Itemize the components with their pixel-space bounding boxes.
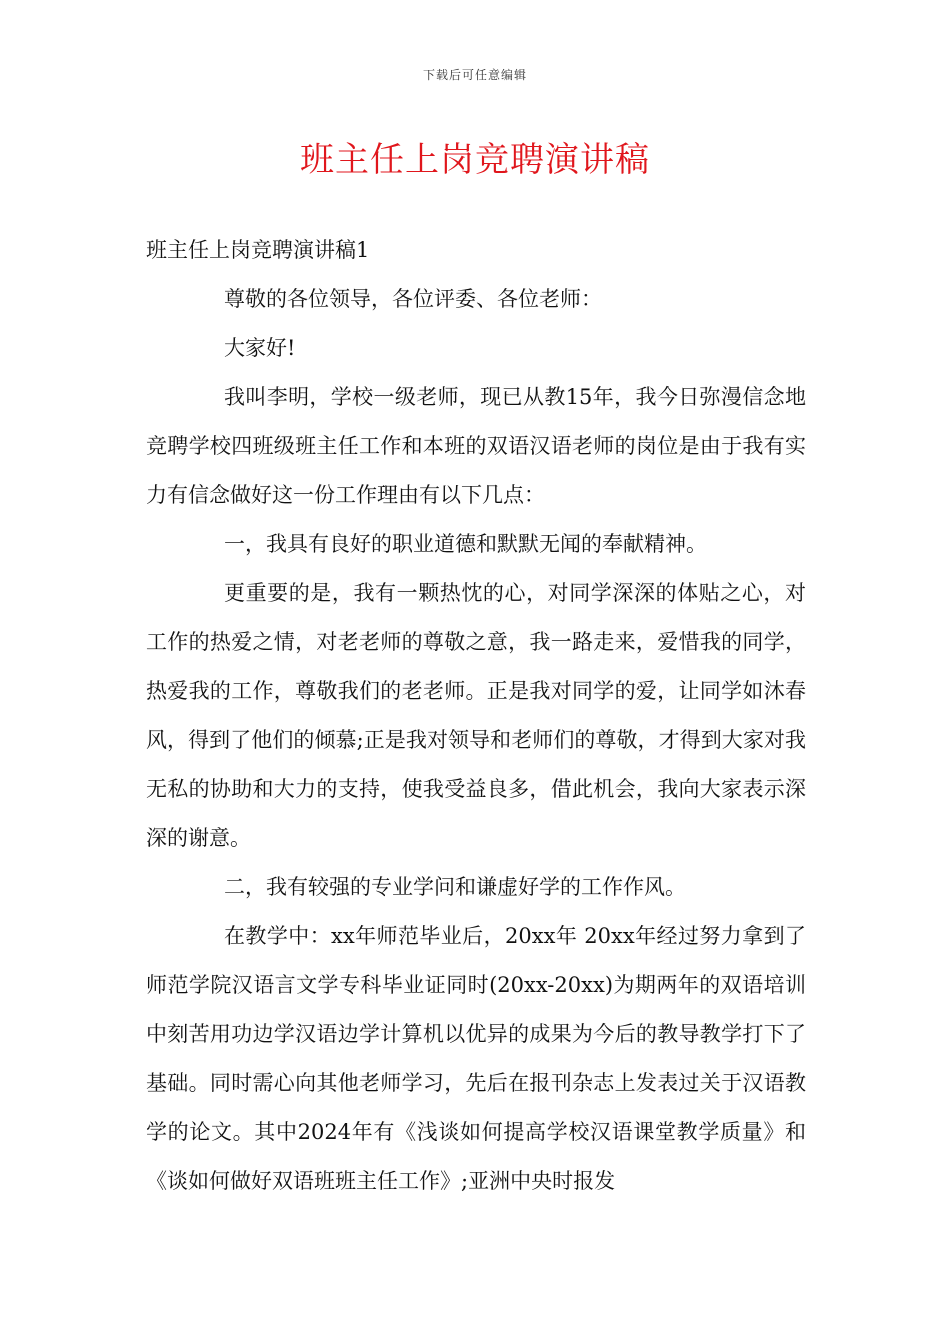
section-heading: 班主任上岗竞聘演讲稿1 [146,238,370,262]
paragraph-point-one: 一，我具有良好的职业道德和默默无闻的奉献精神。 [224,532,707,556]
document-body [146,226,806,1206]
paragraph-point-two-detail: 在教学中：xx年师范毕业后，20xx年 20xx年经过努力拿到了师范学院汉语言文学专科毕业证同时(20xx-20xx)为期两年的双语培训中刻苦用功边学汉语边学计算机以优异的成果为今后的教导教学打下了基础。同时需心向其他老师学习，先后在报刊杂志上发表过关于汉语教学的论文。其中2024年有《浅谈如何提高学校汉语课堂教学质量》和《谈如何做好双语班班主任工作》;亚洲中央时报发 [146,924,806,1193]
paragraph-point-two: 二，我有较强的专业学问和谦虚好学的工作作风。 [224,875,686,899]
header-note: 下载后可任意编辑 [422,68,527,82]
paragraph-greeting: 大家好! [224,336,296,360]
paragraph-point-one-detail: 更重要的是，我有一颗热忱的心，对同学深深的体贴之心，对工作的热爱之情，对老老师的尊敬之意，我一路走来，爱惜我的同学，热爱我的工作，尊敬我们的老老师。正是我对同学的爱，让同学如沐春风，得到了他们的倾慕;正是我对领导和老师们的尊敬，才得到大家对我无私的协助和大力的支持，使我受益良多，借此机会，我向大家表示深深的谢意。 [146,581,806,850]
paragraph-salutation: 尊敬的各位领导，各位评委、各位老师： [224,287,602,311]
paragraph-introduction: 我叫李明，学校一级老师，现已从教15年，我今日弥漫信念地竞聘学校四班级班主任工作和本班的双语汉语老师的岗位是由于我有实力有信念做好这一份工作理由有以下几点： [146,385,806,507]
document-title: 班主任上岗竞聘演讲稿 [300,140,650,180]
